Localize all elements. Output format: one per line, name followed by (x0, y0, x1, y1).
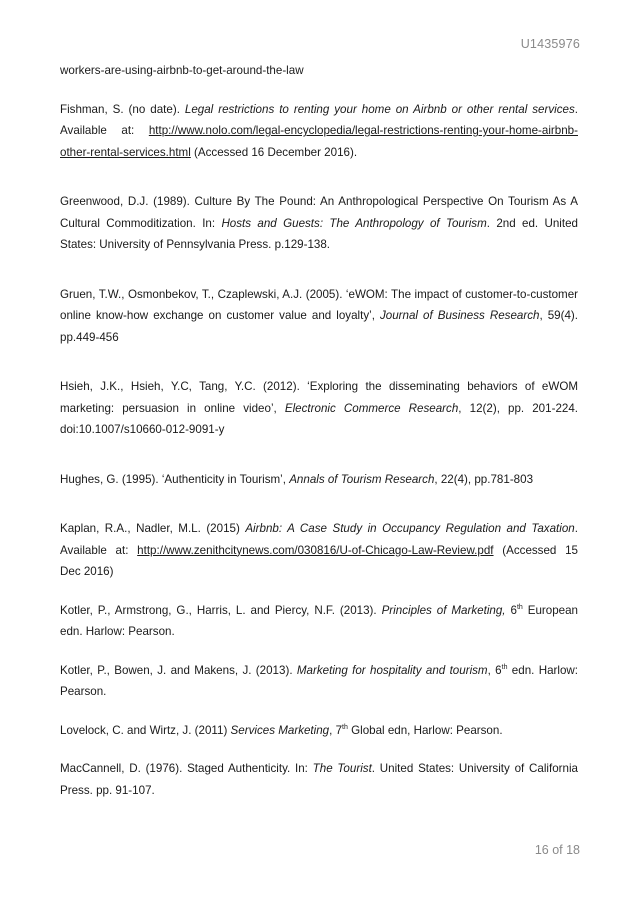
reference-title: Annals of Tourism Research (289, 472, 435, 486)
reference-text: . United States: University of California Press. pp. 91-107. (60, 762, 578, 797)
reference-text: (Accessed 16 December 2016). (190, 145, 358, 159)
reference-entry (60, 191, 578, 256)
reference-text: Kaplan, R.A., Nadler, M.L. (2015) (60, 522, 246, 535)
reference-title: Services Marketing (230, 723, 330, 737)
reference-entry (60, 99, 578, 164)
reference-text: . Available at: (60, 102, 578, 137)
reference-link[interactable]: http://www.zenithcitynews.com/030816/U-of-Chicago-Law-Review.pdf (137, 543, 494, 557)
reference-entry (60, 60, 578, 82)
reference-text: Greenwood, D.J. (1989). Culture By The Pound: An Anthropological Perspective On Tourism As A Cultural Commoditization. In: (60, 195, 578, 230)
reference-text: Fishman, S. (no date). (60, 102, 185, 116)
reference-text: , 59(4). pp.449-456 (60, 309, 578, 344)
superscript-text: th (501, 663, 508, 671)
reference-text: (Accessed 15 Dec 2016) (60, 543, 578, 578)
reference-title: Principles of Marketing, (381, 603, 506, 617)
reference-text: Global edn, Harlow: Pearson. (347, 723, 503, 737)
reference-title: Airbnb: A Case Study in Occupancy Regulation and Taxation (245, 522, 575, 535)
reference-text: . 2nd ed. United States: University of Pennsylvania Press. p.129-138. (60, 216, 578, 251)
reference-title: The Tourist (312, 762, 372, 775)
reference-entry (60, 469, 578, 491)
document-id: U1435976 (520, 37, 580, 51)
reference-text: workers-are-using-airbnb-to-get-around-the-law (60, 64, 304, 77)
page-number: 16 of 18 (534, 843, 580, 857)
superscript-text: th (342, 723, 348, 731)
reference-text: Lovelock, C. and Wirtz, J. (2011) (60, 723, 231, 737)
reference-entry (60, 720, 578, 742)
reference-text: Hsieh, J.K., Hsieh, Y.C, Tang, Y.C. (2012). ‘Exploring the disseminating behaviors of eWOM marketing: persuasion in online video’, (60, 380, 578, 415)
reference-text: 6 (505, 603, 517, 617)
reference-entry (60, 518, 578, 583)
reference-text: Hughes, G. (1995). ‘Authenticity in Tourism’, (60, 472, 290, 486)
reference-text: Kotler, P., Bowen, J. and Makens, J. (2013). (60, 663, 297, 677)
reference-entry (60, 600, 578, 643)
reference-title: Electronic Commerce Research (284, 401, 459, 415)
reference-text: , 12(2), pp. 201-224. doi:10.1007/s10660-012-9091-y (60, 401, 579, 436)
reference-text: . Available at: (60, 522, 578, 557)
reference-link[interactable]: http://www.nolo.com/legal-encyclopedia/legal-restrictions-renting-your-home-airbnb-other-rental-services.html (60, 124, 578, 159)
reference-text: Kotler, P., Armstrong, G., Harris, L. and Piercy, N.F. (2013). (60, 603, 382, 617)
reference-entry (60, 660, 578, 703)
reference-text: , 22(4), pp.781-803 (434, 472, 534, 486)
reference-title: Journal of Business Research (379, 309, 540, 322)
reference-text: Gruen, T.W., Osmonbekov, T., Czaplewski, A.J. (2005). ‘eWOM: The impact of customer-to-customer online know-how exchange on customer value and loyalty’, (60, 287, 578, 322)
reference-text: MacCannell, D. (1976). Staged Authenticity. In: (60, 762, 313, 775)
reference-list (60, 60, 578, 801)
reference-text: European edn. Harlow: Pearson. (60, 603, 579, 638)
reference-title: Marketing for hospitality and tourism (296, 663, 488, 677)
reference-entry (60, 284, 578, 349)
reference-title: Legal restrictions to renting your home on Airbnb or other rental services (184, 102, 575, 116)
reference-entry (60, 758, 578, 801)
reference-title: Hosts and Guests: The Anthropology of Tourism (221, 216, 487, 230)
superscript-text: th (516, 603, 523, 611)
reference-text: edn. Harlow: Pearson. (60, 663, 579, 698)
reference-entry (60, 376, 578, 441)
reference-text: , 7 (329, 723, 343, 737)
reference-text: , 6 (487, 663, 502, 677)
